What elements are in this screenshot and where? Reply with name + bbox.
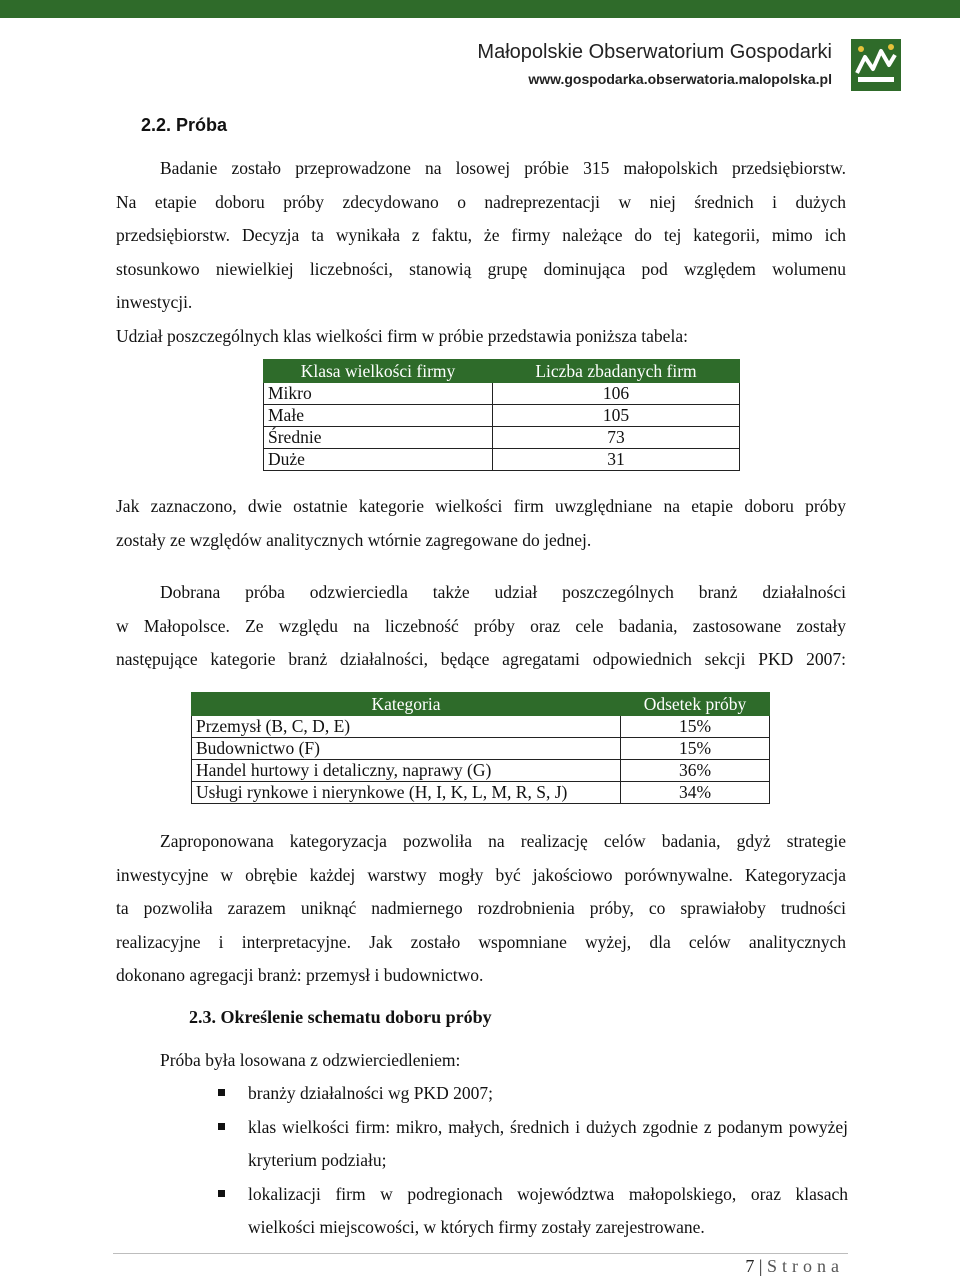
- footer-divider: [113, 1253, 848, 1254]
- header-url: www.gospodarka.obserwatoria.malopolska.pl: [528, 71, 832, 87]
- size-class-table: [263, 359, 740, 471]
- table-header-row: [192, 693, 770, 716]
- list-item: [218, 1178, 848, 1245]
- text-line: dokonano agregacji branż: przemysł i budownictwo.: [116, 965, 484, 985]
- observatory-logo-icon: [851, 39, 901, 91]
- table-cell: 73: [493, 427, 740, 449]
- page-footer: [745, 1256, 844, 1277]
- table-cell: 106: [493, 383, 740, 405]
- list-item: [218, 1111, 848, 1178]
- text-line: Udział poszczególnych klas wielkości firm w próbie przedstawia poniższa tabela:: [116, 326, 688, 346]
- paragraph-intro: [116, 152, 846, 320]
- table-cell: Małe: [264, 405, 493, 427]
- industry-table: [191, 692, 770, 804]
- text-line: stosunkowo niewielkiej liczebności, stanowią grupę dominująca pod względem wolumenu: [116, 258, 846, 279]
- text-line: zostały ze względów analitycznych wtórnie zagregowane do jednej.: [116, 529, 592, 550]
- text-line: przedsiębiorstw. Decyzja ta wynikała z faktu, że firmy należące do tej kategorii, mimo ich: [116, 225, 846, 245]
- paragraph-conclusion: [116, 825, 846, 993]
- table-row: [192, 738, 770, 760]
- table-cell: Duże: [264, 449, 493, 471]
- page-number: 7: [745, 1256, 755, 1276]
- text-line: w Małopolsce. Ze względu na liczebność próby oraz cele badania, zastosowane zostały: [116, 615, 846, 636]
- bullet-square-icon: [218, 1089, 225, 1096]
- paragraph-aggregation: [116, 490, 846, 557]
- text-line: następujące kategorie branż działalności, będące agregatami odpowiednich sekcji PKD 2007:: [116, 649, 846, 669]
- bullet-square-icon: [218, 1123, 225, 1130]
- text-line: inwestycji.: [116, 292, 193, 312]
- paragraph-sampling-intro: [116, 1044, 846, 1078]
- section-heading: 2.2. Próba: [141, 115, 228, 135]
- table-cell: Średnie: [264, 427, 493, 449]
- table-cell: Usługi rynkowe i nierynkowe (H, I, K, L, M, R, S, J): [192, 782, 621, 804]
- list-item-text: branży działalności wg PKD 2007;: [248, 1083, 493, 1103]
- table-header-row: [264, 360, 740, 383]
- text-line: Badanie zostało przeprowadzone na losowej próbie 315 małopolskich przedsiębiorstw.: [160, 158, 846, 178]
- subsection-heading: 2.3. Określenie schematu doboru próby: [189, 1007, 492, 1027]
- table-row: [264, 405, 740, 427]
- table-cell: 15%: [621, 738, 770, 760]
- table-cell: Mikro: [264, 383, 493, 405]
- list-item-text: klas wielkości firm: mikro, małych, średnich i dużych zgodnie z podanym powyżej kryterium podziału;: [248, 1116, 848, 1170]
- paragraph-industries: [116, 576, 846, 677]
- column-header: Odsetek próby: [621, 693, 770, 716]
- text-line: ta pozwoliła zarazem uniknąć nadmiernego rozdrobnienia próby, co sprawiałoby trudności: [116, 898, 846, 918]
- table-cell: 34%: [621, 782, 770, 804]
- text-line: Próba była losowana z odzwierciedleniem:: [160, 1050, 461, 1070]
- text-line: Zaproponowana kategoryzacja pozwoliła na realizację celów badania, gdyż strategie: [160, 831, 846, 851]
- text-line: Jak zaznaczono, dwie ostatnie kategorie wielkości firm uwzględniane na etapie doboru próby: [116, 496, 846, 516]
- table-row: [264, 449, 740, 471]
- footer-separator: |: [758, 1256, 763, 1276]
- table-cell: Handel hurtowy i detaliczny, naprawy (G): [192, 760, 621, 782]
- table-cell: Przemysł (B, C, D, E): [192, 716, 621, 738]
- paragraph-table-intro: [116, 320, 846, 354]
- table-cell: 31: [493, 449, 740, 471]
- column-header: Klasa wielkości firmy: [264, 360, 493, 383]
- column-header: Kategoria: [192, 693, 621, 716]
- list-item: [218, 1077, 848, 1111]
- table-cell: 105: [493, 405, 740, 427]
- table-cell: Budownictwo (F): [192, 738, 621, 760]
- bullet-square-icon: [218, 1190, 225, 1197]
- list-item-text: lokalizacji firm w podregionach województwa małopolskiego, oraz klasach wielkości miejscowości, w których firmy zostały zarejestrowane.: [248, 1183, 848, 1237]
- text-line: inwestycyjne w obrębie każdej warstwy mogły być jakościowo porównywalne. Kategoryzacja: [116, 864, 846, 885]
- table-row: [264, 383, 740, 405]
- text-line: realizacyjne i interpretacyjne. Jak zostało wspomniane wyżej, dla celów analitycznych: [116, 931, 846, 952]
- header-title: Małopolskie Obserwatorium Gospodarki: [477, 41, 832, 63]
- table-row: [264, 427, 740, 449]
- column-header: Liczba zbadanych firm: [493, 360, 740, 383]
- header-bar: [0, 0, 960, 18]
- table-row: [192, 782, 770, 804]
- table-row: [192, 716, 770, 738]
- table-row: [192, 760, 770, 782]
- page-label: Strona: [767, 1256, 844, 1276]
- text-line: Dobrana próba odzwierciedla także udział poszczególnych branż działalności: [160, 582, 846, 602]
- sampling-criteria-list: [218, 1077, 848, 1245]
- text-line: Na etapie doboru próby zdecydowano o nadreprezentacji w niej średnich i dużych: [116, 191, 846, 212]
- table-cell: 15%: [621, 716, 770, 738]
- table-cell: 36%: [621, 760, 770, 782]
